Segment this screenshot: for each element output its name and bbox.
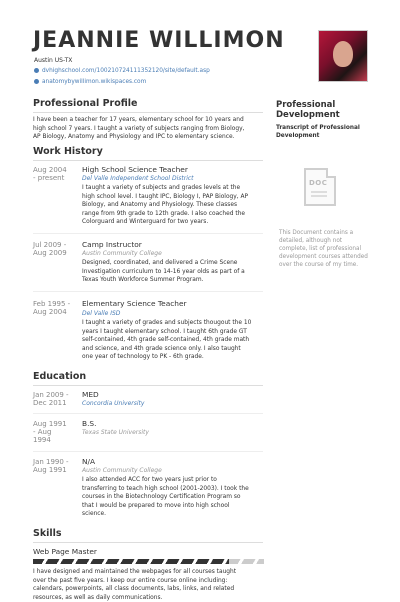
job-date: Feb 1995 - Aug 2004 [33,300,71,316]
divider [33,542,263,543]
globe-icon [34,79,39,84]
education-school: Austin Community College [82,467,162,474]
job-date: Jul 2009 - Aug 2009 [33,241,67,257]
section-heading-profile: Professional Profile [33,98,138,109]
job-employer[interactable]: Del Valle Independent School District [82,175,194,182]
document-line [311,195,327,197]
globe-icon [34,68,39,73]
education-description: I also attended ACC for two years just prior to transferring to teach high school (2001-2003). I took the courses in the Biotechnology Certification Program so that I would be prepared to move into high school science. [82,477,249,518]
education-date: Jan 1990 - Aug 1991 [33,458,69,474]
job-description: Designed, coordinated, and delivered a Crime Scene Investigation curriculum to 14-16 year olds as part of a Texas Youth Workforce Summer Program. [82,260,245,284]
job-title: Elementary Science Teacher [82,299,187,308]
candidate-name: JEANNIE WILLIMON [33,28,285,53]
divider [33,291,263,292]
divider [33,451,263,452]
candidate-location: Austin US-TX [34,57,73,64]
education-school: Texas State University [82,429,149,436]
skill-level-remainder [229,559,264,564]
job-employer[interactable]: Del Valle ISD [82,310,121,317]
job-date: Aug 2004 - present [33,166,67,182]
divider [33,385,263,386]
profile-photo [318,30,368,82]
education-date: Aug 1991 - Aug 1994 [33,420,67,444]
section-heading-skills: Skills [33,528,62,539]
section-heading-work: Work History [33,146,103,157]
job-description: I taught a variety of grades and subjects thougout the 10 years I taught elementary school. I taught 6th grade GT self-contained, 4th grade self-contained, 4th grade math and science, and 4th grade science only. I also taught one year of technology to PK - 6th grade. [82,320,252,361]
education-date: Jan 2009 - Dec 2011 [33,391,69,407]
profile-text: I have been a teacher for 17 years, elementary school for 10 years and high school 7 years. I taught a variety of subjects ranging from Biology, AP Biology, Anatomy and Physiology and IPC to elementary science. [33,117,245,141]
job-title: Camp Instructor [82,240,142,249]
divider [33,413,263,414]
document-icon[interactable]: DOC [304,168,336,206]
document-line [311,191,327,193]
sidebar-document-note: This Document contains a detailed, although not complete, list of professional development courses attended over the course of my time. [279,230,368,268]
job-employer: Austin Community College [82,250,162,257]
education-degree: MED [82,390,99,399]
divider [33,112,263,113]
divider [33,160,263,161]
skill-level-bar [33,559,263,564]
education-school[interactable]: Concordia University [82,400,145,407]
job-description: I taught a variety of subjects and grades levels at the high school level. I taught IPC, Biology I, PAP Biology, AP Biology, and Anatomy and Physiology. These classes range from 9th grade to 12th grade. I also coached the Colorguard and Winterguard for two years. [82,185,249,226]
job-title: High School Science Teacher [82,165,188,174]
website-link-1[interactable]: dvhighschool.com/100210724111352120/site/default.asp [34,68,210,74]
skill-description: I have designed and maintained the webpages for all courses taught over the past five years. I keep our entire course online including: calendars, powerpoints, all class documents, labs, links, and related resources, as well as daily communications. [33,569,237,601]
education-degree: N/A [82,457,96,466]
divider [33,233,263,234]
sidebar-document-title[interactable]: Transcript of Professional Development [276,125,360,139]
sidebar-heading: Professional Development [276,100,340,120]
section-heading-education: Education [33,371,87,382]
skill-name: Web Page Master [33,547,97,556]
education-degree: B.S. [82,419,97,428]
website-link-2[interactable]: anatomybywillimon.wikispaces.com [34,79,146,85]
